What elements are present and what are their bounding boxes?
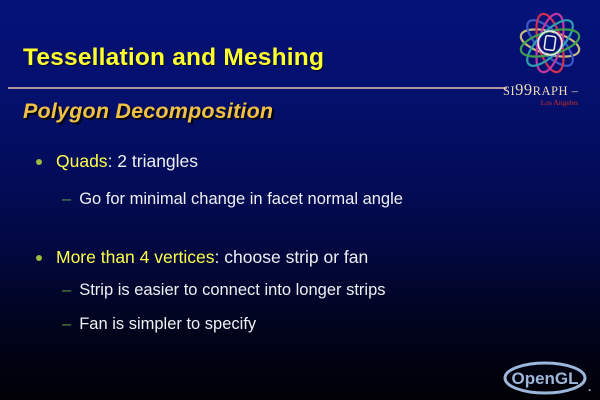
bullet-lead-text: More than 4 vertices [56, 247, 215, 267]
siggraph-flower-icon [505, 6, 595, 80]
siggraph-wordmark: SI99RAPH – [503, 80, 579, 99]
slide-subtitle: Polygon Decomposition [23, 99, 274, 123]
bullet-rest-text: : choose strip or fan [214, 247, 369, 267]
bullet-lead-text: Quads [56, 151, 108, 171]
opengl-logo [502, 359, 594, 399]
bullet-rest-text: : 2 triangles [107, 151, 199, 171]
sub-bullet-facet-normal [62, 190, 403, 209]
sub-bullet-text: Go for minimal change in facet normal angle [79, 190, 403, 208]
opengl-text: OpenGL [511, 369, 579, 388]
bullet-dot-icon [36, 255, 42, 261]
bullet-more-vertices [36, 247, 368, 268]
opengl-mark: . [588, 380, 592, 394]
sub-bullet-strip [62, 281, 386, 300]
siggraph-city-label: Los Angeles [540, 98, 578, 107]
sub-bullet-text: Strip is easier to connect into longer strips [79, 281, 386, 299]
slide-title: Tessellation and Meshing [23, 44, 325, 71]
sub-bullet-text: Fan is simpler to specify [79, 315, 257, 333]
sub-bullet-dash-icon: – [62, 190, 72, 208]
title-rule [8, 87, 507, 89]
siggraph-logo [503, 4, 597, 114]
bullet-quads [36, 151, 198, 172]
sub-bullet-dash-icon: – [62, 315, 72, 333]
bullet-dot-icon [36, 159, 42, 165]
sub-bullet-dash-icon: – [62, 281, 72, 299]
sub-bullet-fan [62, 315, 256, 334]
